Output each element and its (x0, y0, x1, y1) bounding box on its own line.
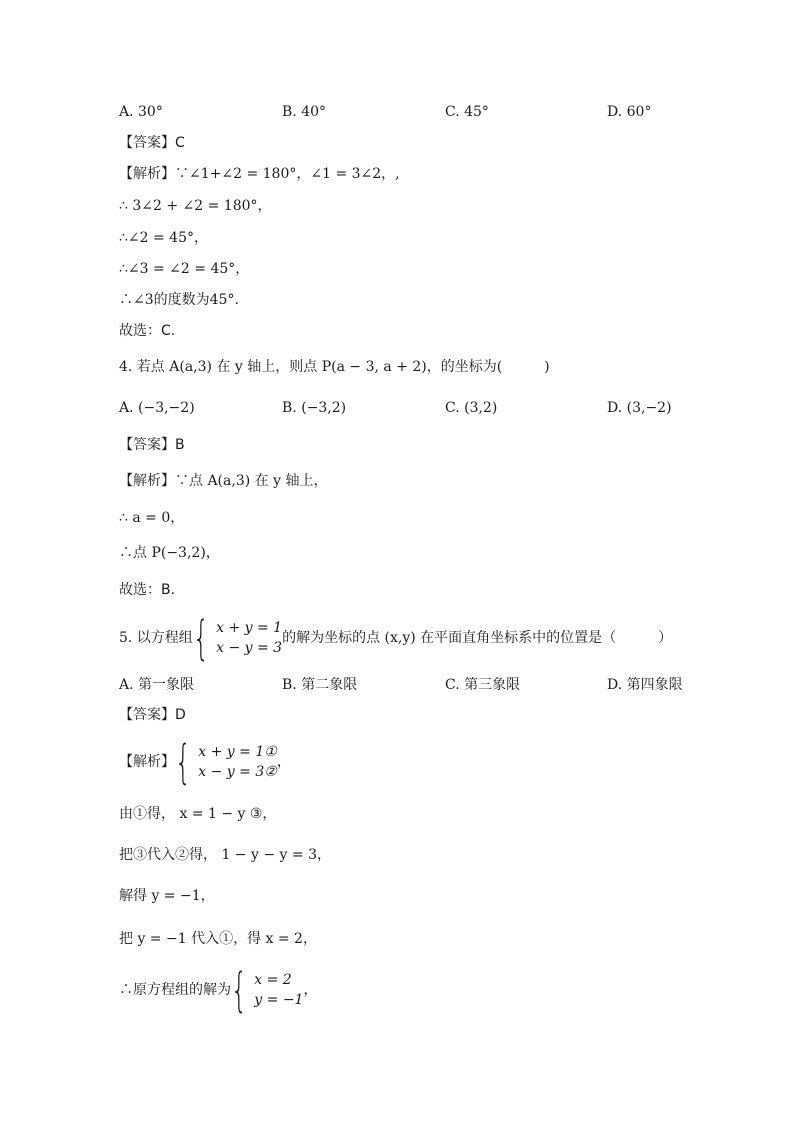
q3-analysis-line-3: ∴∠2 = 45°， (119, 230, 208, 246)
q3-option-a: A. 30° (119, 104, 163, 120)
q5-step-2: 把③代入②得， 1 − y − y = 3， (119, 847, 331, 863)
brace-icon: { (231, 963, 248, 1017)
q4-option-d: D. (3,−2) (607, 400, 672, 416)
q5-option-c: C. 第三象限 (445, 677, 521, 693)
q5-options (119, 675, 683, 695)
q3-analysis-line-5: ∴∠3的度数为45°. (119, 292, 239, 308)
q3-analysis-line-1: 【解析】∵∠1+∠2 = 180°，∠1 = 3∠2，, (119, 166, 400, 182)
q5-answer: 【答案】D (119, 707, 186, 723)
q5-solution-suffix: ， (303, 982, 318, 998)
q4-option-b: B. (−3,2) (282, 400, 347, 416)
q5-step-3: 解得 y = −1， (119, 888, 215, 904)
q5-solution (119, 963, 318, 1017)
q5-analysis-label: 【解析】 (119, 754, 175, 770)
q4-choose: 故选：B. (119, 582, 176, 598)
q5-stem-suffix: 的解为坐标的点 (x,y) 在平面直角坐标系中的位置是（ ） (282, 630, 673, 646)
q5-analysis-eq-2: x − y = 3② (198, 764, 277, 780)
q3-options (119, 102, 679, 122)
q5-solution-eq-1: x = 2 (254, 972, 292, 988)
q4-stem: 4. 若点 A(a,3) 在 y 轴上，则点 P(a − 3, a + 2)，的坐标为( ) (119, 359, 550, 375)
q4-analysis-line-2: ∴ a = 0， (119, 510, 185, 526)
q3-option-d: D. 60° (607, 104, 652, 120)
brace-icon: { (175, 735, 192, 789)
q5-stem-prefix: 5. 以方程组 (119, 630, 193, 646)
q3-option-c: C. 45° (445, 104, 489, 120)
q3-analysis-line-2: ∴ 3∠2 + ∠2 = 180°， (119, 198, 272, 214)
q5-system-eq-1: x + y = 1 (216, 620, 283, 636)
q5-solution-prefix: ∴原方程组的解为 (119, 982, 231, 998)
q4-answer: 【答案】B (119, 437, 185, 453)
q5-solution-eq-2: y = −1 (254, 992, 304, 1008)
q5-analysis-eq-1: x + y = 1① (198, 744, 277, 760)
q5-option-b: B. 第二象限 (282, 677, 358, 693)
q5-step-4: 把 y = −1 代入①，得 x = 2， (119, 931, 317, 947)
q4-analysis-line-3: ∴点 P(−3,2)， (119, 545, 220, 561)
q4-option-c: C. (3,2) (445, 400, 498, 416)
q3-answer: 【答案】C (119, 135, 185, 151)
q5-analysis-header (119, 735, 291, 789)
q5-option-d: D. 第四象限 (607, 677, 683, 693)
brace-icon: { (192, 611, 209, 665)
q3-choose: 故选：C. (119, 323, 176, 339)
q5-system-eq-2: x − y = 3 (216, 640, 283, 656)
q5-analysis-system-suffix: ， (276, 754, 291, 770)
q4-options (119, 398, 679, 418)
q3-analysis-line-4: ∴∠3 = ∠2 = 45°， (119, 261, 250, 277)
q3-option-b: B. 40° (282, 104, 327, 120)
q5-step-1: 由①得， x = 1 − y ③， (119, 806, 277, 822)
q5-system (192, 611, 283, 665)
q4-option-a: A. (−3,−2) (119, 400, 195, 416)
q5-option-a: A. 第一象限 (119, 677, 195, 693)
q5-stem (119, 611, 673, 665)
q5-analysis-system (175, 735, 277, 789)
q4-analysis-line-1: 【解析】∵点 A(a,3) 在 y 轴上， (119, 473, 328, 489)
q5-solution-system (231, 963, 304, 1017)
